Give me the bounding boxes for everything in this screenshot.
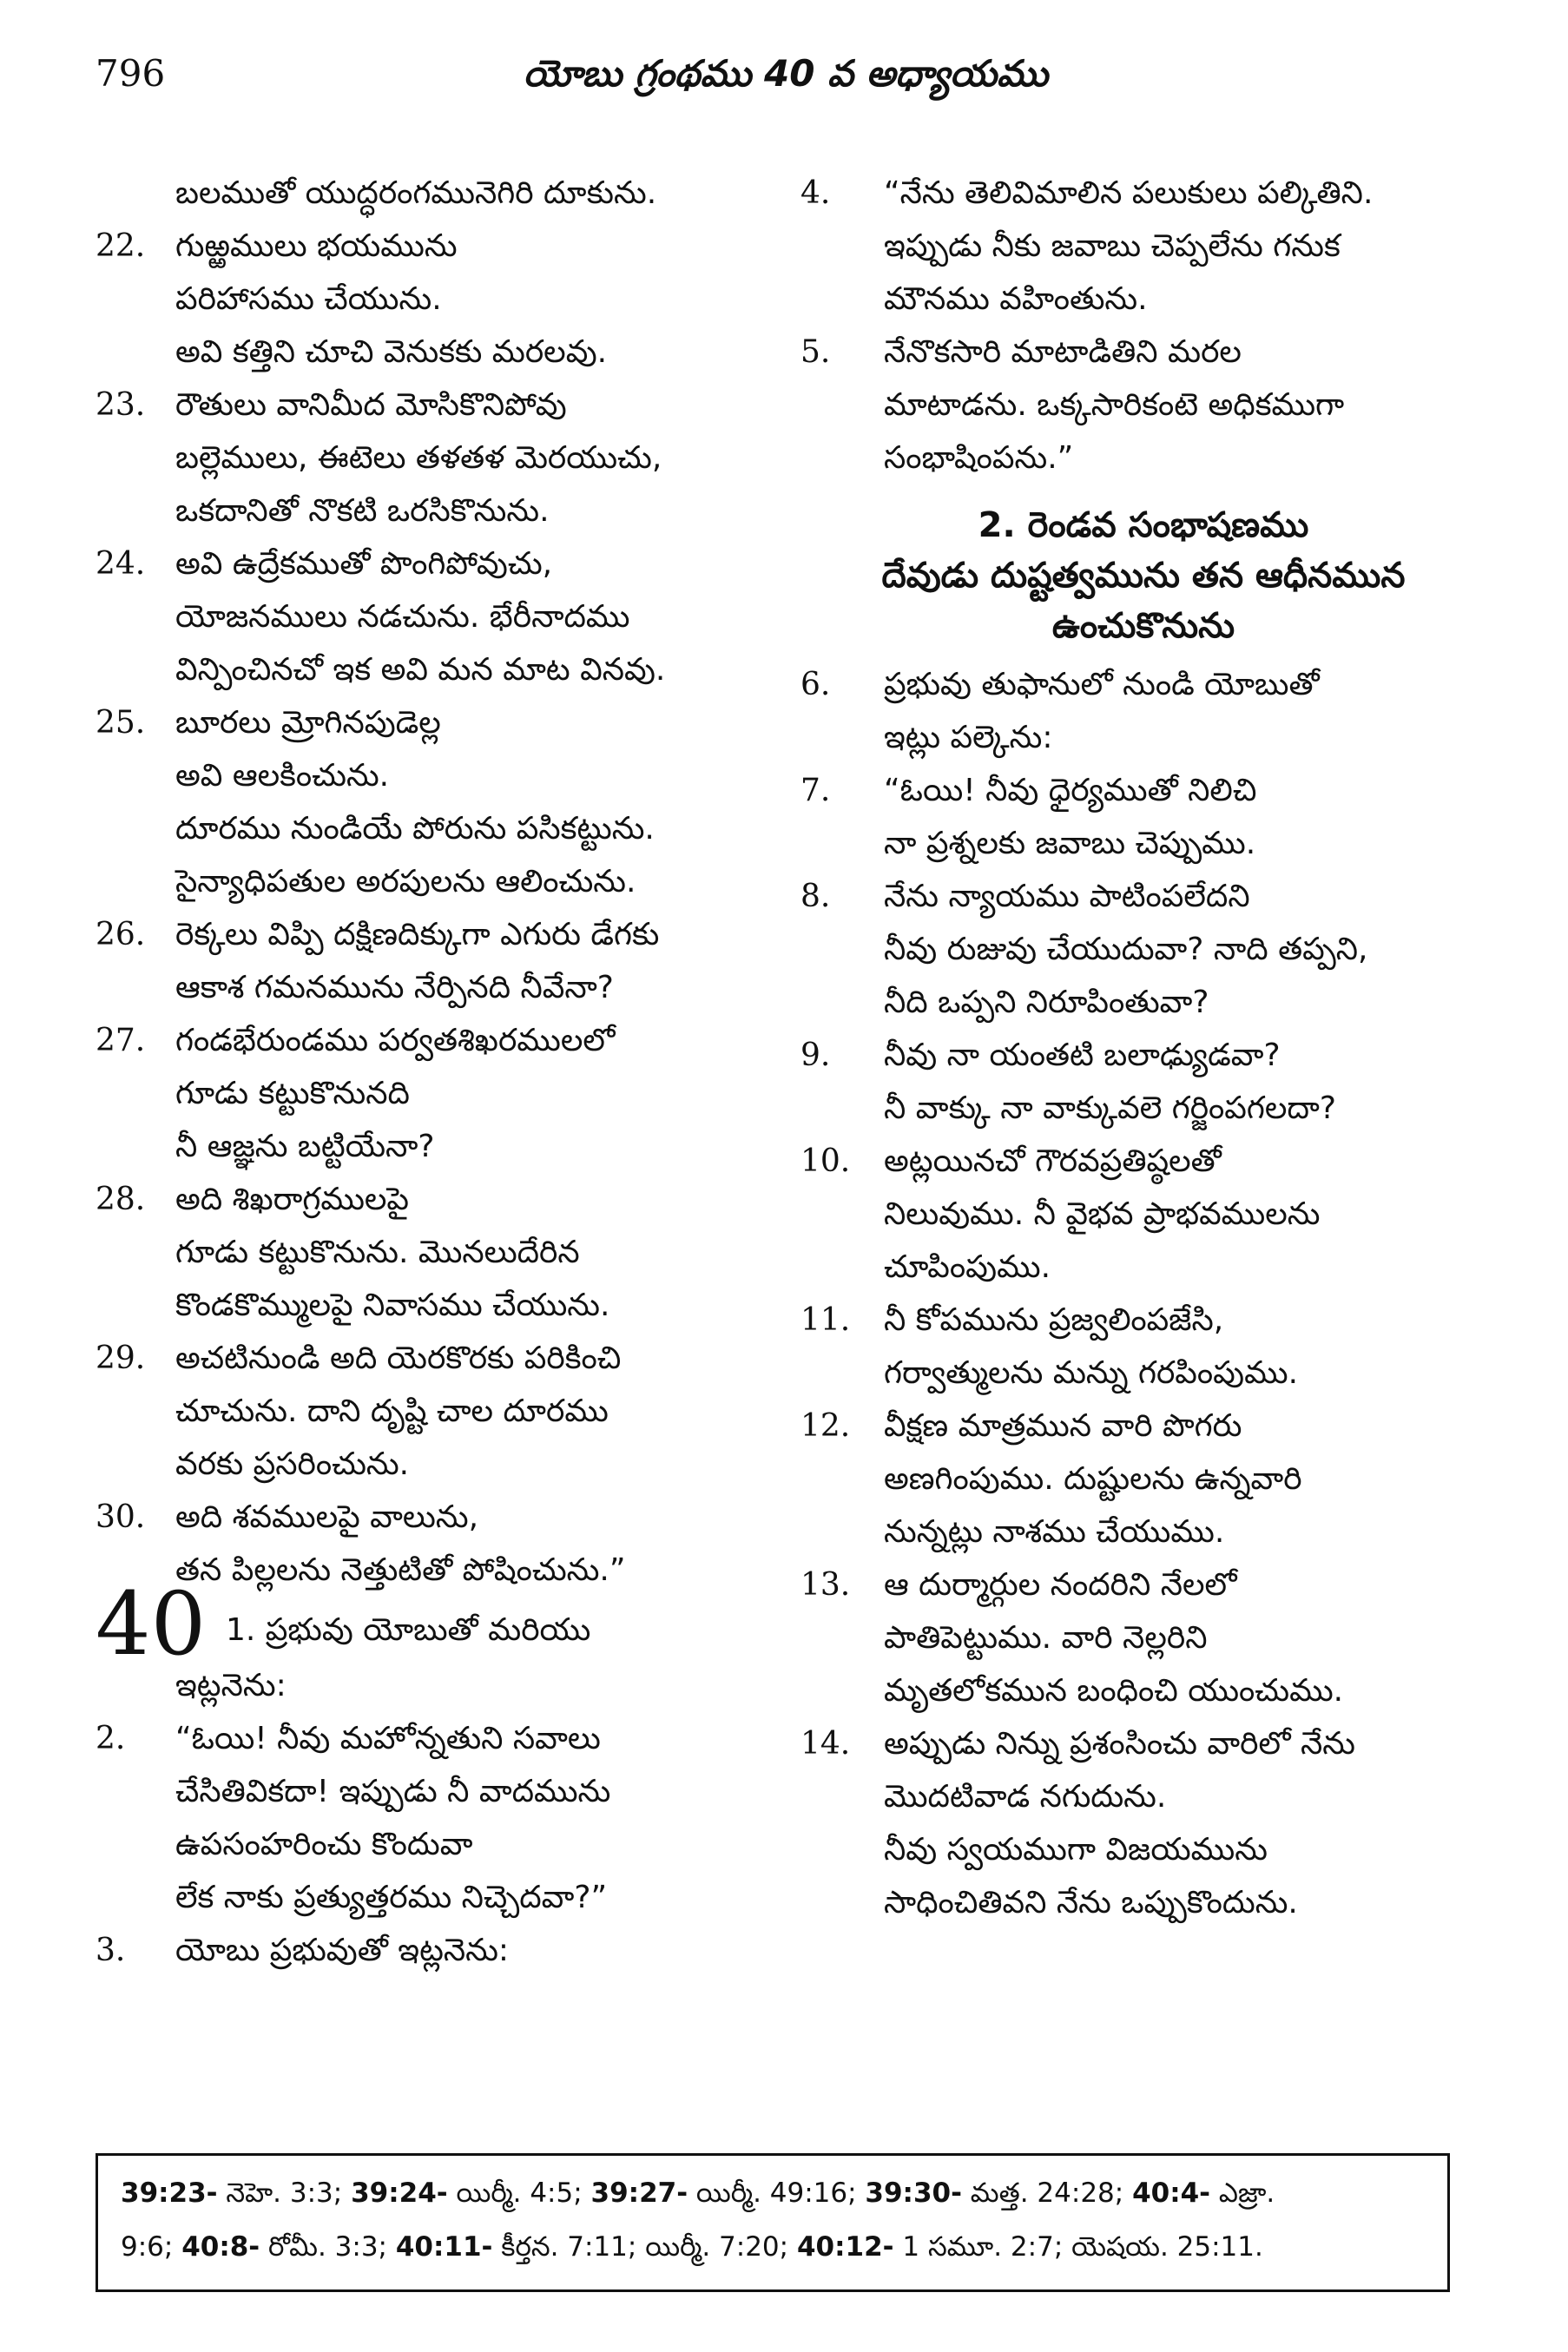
verse-text: “ఓయి! నీవు మహోన్నతుని సవాలు (175, 1721, 601, 1756)
verse-line (96, 696, 755, 749)
verse-line (96, 1438, 755, 1491)
verse-text: నా ప్రశ్నలకు జవాబు చెప్పుము. (884, 826, 1256, 861)
verse-text: గూడు కట్టుకొనునది (175, 1076, 410, 1111)
verse-line (96, 1871, 755, 1924)
verse-line (96, 167, 755, 220)
verse-line (96, 1659, 755, 1712)
right-column (800, 167, 1486, 1929)
verse-number: 25. (96, 705, 146, 741)
verse-number: 13. (800, 1567, 851, 1603)
verse-text: ఇట్లనెను: (175, 1668, 287, 1703)
verse-text: నున్నట్లు నాశము చేయుము. (884, 1514, 1225, 1550)
verse-text: నీవు స్వయముగా విజయమును (884, 1832, 1268, 1868)
verse-line (800, 870, 1486, 923)
reference-text: రోమీ. 3:3; (260, 2231, 396, 2263)
verse-line (800, 1876, 1486, 1929)
verse-line (800, 1717, 1486, 1770)
verse-text: “ఓయి! నీవు ధైర్యముతో నిలిచి (884, 773, 1257, 808)
verse-text: అవి కత్తిని చూచి వెనుకకు మరలవు. (175, 334, 608, 370)
verse-line (800, 1241, 1486, 1294)
verse-text: మొదటివాడ నగుదును. (884, 1779, 1167, 1815)
verse-line (800, 1294, 1486, 1347)
verse-text: బల్లెములు, ఈటెలు తళతళ మెరయుచు, (175, 440, 662, 476)
reference-text: నెహె. 3:3; (217, 2177, 352, 2209)
verse-line (800, 1135, 1486, 1188)
verse-line (96, 1924, 755, 1977)
reference-text: ఎజ్రా. (1210, 2177, 1275, 2209)
verse-line (96, 1226, 755, 1279)
verse-line (800, 432, 1486, 484)
verse-line (96, 908, 755, 961)
verse-text: వీక్షణ మాత్రమున వారి పొగరు (884, 1408, 1242, 1444)
verse-text: అణగింపుము. దుష్టులను ఉన్నవారి (884, 1461, 1302, 1497)
verse-line (96, 1332, 755, 1385)
verse-text: చూపింపుము. (884, 1249, 1051, 1285)
verse-text: ఆ దుర్మార్గుల నందరిని నేలలో (884, 1567, 1237, 1603)
verse-text: బూరలు మ్రోగినపుడెల్ల (175, 705, 441, 741)
verse-text: అవి ఉద్రేకముతో పొంగిపోవుచు, (175, 546, 553, 582)
verse-text: ఆకాశ గమనమును నేర్పినది నీవేనా? (175, 970, 614, 1005)
verse-text: గర్వాత్ములను మన్ను గరపింపుము. (884, 1355, 1299, 1391)
section-heading-line: ఉంచుకొనును (1051, 606, 1235, 646)
verse-number: 7. (800, 773, 831, 808)
verse-line (800, 817, 1486, 870)
verse-line (800, 1029, 1486, 1082)
reference-key: 40:4- (1132, 2177, 1211, 2209)
verse-text: నేను న్యాయము పాటింపలేదని (884, 879, 1250, 914)
verse-text: నీవు నా యంతటి బలాఢ్యుడవా? (884, 1038, 1281, 1073)
reference-key: 39:27- (590, 2177, 688, 2209)
reference-key: 40:8- (181, 2231, 260, 2263)
verse-line (96, 379, 755, 432)
verse-line (96, 1014, 755, 1067)
verse-line (800, 1505, 1486, 1558)
verse-text: లేక నాకు ప్రత్యుత్తరము నిచ్చెదవా?” (175, 1880, 608, 1915)
verse-line (96, 590, 755, 643)
verse-line (800, 326, 1486, 379)
verse-text: నిలువుము. నీ వైభవ ప్రాభవములను (884, 1196, 1321, 1232)
running-title: యోబు గ్రంథము 40 వ అధ్యాయము (523, 52, 1049, 95)
verse-line (96, 1818, 755, 1871)
verse-text: మృతలోకమున బంధించి యుంచుము. (884, 1673, 1344, 1709)
reference-text: యిర్మీ. 4:5; (447, 2177, 591, 2209)
verse-line (800, 273, 1486, 326)
verse-text: నేనొకసారి మాటాడితిని మరల (884, 334, 1242, 370)
verse-line (96, 1120, 755, 1173)
verse-line (800, 1823, 1486, 1876)
verse-text: కొండకొమ్ములపై నివాసము చేయును. (175, 1288, 610, 1323)
verse-line (800, 1558, 1486, 1611)
verse-line (800, 220, 1486, 273)
verse-line (800, 923, 1486, 976)
verse-text: నీవు రుజువు చేయుదువా? నాది తప్పని, (884, 932, 1368, 967)
verse-number: 10. (800, 1143, 851, 1179)
reference-text: 1 సమూ. 2:7; యెషయ. 25:11. (893, 2231, 1263, 2263)
verse-number: 4. (800, 175, 831, 211)
verse-text: దూరము నుండియే పోరును పసికట్టును. (175, 811, 655, 847)
verse-number: 26. (96, 917, 146, 952)
verse-line (96, 537, 755, 590)
verse-text: ఉపసంహరించు కొందువా (175, 1827, 473, 1862)
verse-line (800, 1188, 1486, 1241)
verse-text: తన పిల్లలను నెత్తుటితో పోషించును.” (175, 1552, 626, 1588)
verse-text: ఒకదానితో నొకటి ఒరసికొనును. (175, 493, 550, 529)
verse-text: అచటినుండి అది యెరకొరకు పరికించి (175, 1341, 622, 1376)
verse-text: చూచును. దాని దృష్టి చాల దూరము (175, 1393, 609, 1429)
verse-line (800, 976, 1486, 1029)
reference-text: యిర్మీ. 49:16; (688, 2177, 866, 2209)
verse-line (800, 711, 1486, 764)
verse-text: అది శవములపై వాలును, (175, 1499, 479, 1535)
verse-line (800, 1347, 1486, 1400)
page-number: 796 (96, 52, 166, 95)
verse-text: 1. ప్రభువు యోబుతో మరియు (226, 1612, 591, 1648)
verse-line (800, 1611, 1486, 1664)
verse-text: వరకు ప్రసరించును. (175, 1446, 410, 1482)
verse-number: 27. (96, 1023, 146, 1058)
verse-number: 11. (800, 1302, 851, 1338)
verse-text: చేసితివికదా! ఇప్పుడు నీ వాదమును (175, 1774, 611, 1809)
reference-key: 39:30- (865, 2177, 962, 2209)
reference-text: 9:6; (121, 2231, 182, 2263)
cross-reference-line (121, 2220, 1425, 2274)
verse-line (96, 855, 755, 908)
verse-line (800, 379, 1486, 432)
verse-line (800, 658, 1486, 711)
reference-key: 40:12- (796, 2231, 894, 2263)
verse-line (800, 167, 1486, 220)
verse-number: 3. (96, 1933, 126, 1968)
reference-key: 40:11- (395, 2231, 493, 2263)
verse-line (800, 764, 1486, 817)
verse-line (96, 432, 755, 484)
verse-text: గండభేరుండము పర్వతశిఖరములలో (175, 1023, 616, 1058)
reference-key: 39:23- (121, 2177, 218, 2209)
verse-number: 30. (96, 1499, 146, 1535)
verse-text: పాతిపెట్టుము. వారి నెల్లరిని (884, 1620, 1208, 1656)
cross-references-box (96, 2153, 1450, 2292)
verse-text: అట్లయినచో గౌరవప్రతిష్ఠలతో (884, 1143, 1222, 1179)
verse-text: విన్పించినచో ఇక అవి మన మాట వినవు. (175, 652, 666, 688)
verse-text: యోజనములు నడచును. భేరీనాదము (175, 599, 630, 635)
verse-text: నీ వాక్కు నా వాక్కువలె గర్జింపగలదా? (884, 1090, 1336, 1126)
section-heading-line: 2. రెండవ సంభాషణము (978, 505, 1309, 545)
verse-line (96, 961, 755, 1014)
verse-text: సాధించితివని నేను ఒప్పుకొందును. (884, 1885, 1298, 1920)
verse-text: అవి ఆలకించును. (175, 758, 390, 794)
verse-line (96, 326, 755, 379)
verse-line (96, 484, 755, 537)
verse-text: బలముతో యుద్ధరంగమునెగిరి దూకును. (175, 175, 657, 211)
left-column (96, 167, 755, 1977)
verse-line (800, 1453, 1486, 1505)
verse-line (96, 1491, 755, 1544)
verse-line (96, 1279, 755, 1332)
verse-number: 5. (800, 334, 831, 370)
verse-text: ఇట్లు పల్కెను: (884, 720, 1053, 755)
page-header (96, 48, 1476, 109)
verse-number: 2. (96, 1721, 126, 1756)
verse-line (800, 1770, 1486, 1823)
verse-line (96, 802, 755, 855)
verse-line (96, 273, 755, 326)
cross-reference-line (121, 2166, 1425, 2220)
reference-key: 39:24- (351, 2177, 448, 2209)
verse-line (96, 643, 755, 696)
verse-text: “నేను తెలివిమాలిన పలుకులు పల్కితిని. (884, 175, 1374, 211)
verse-number: 23. (96, 387, 146, 423)
verse-text: ప్రభువు తుఫానులో నుండి యోబుతో (884, 667, 1320, 702)
section-heading-line: దేవుడు దుష్టత్వమును తన ఆధీనమున (881, 556, 1406, 596)
verse-number: 29. (96, 1341, 146, 1376)
verse-text: మౌనము వహింతును. (884, 281, 1148, 317)
verse-text: గూడు కట్టుకొనును. మొనలుదేరిన (175, 1235, 580, 1270)
verse-text: నీ కోపమును ప్రజ్వలింపజేసి, (884, 1302, 1224, 1338)
chapter-start (96, 1573, 755, 1675)
verse-line (96, 749, 755, 802)
verse-text: గుఱ్ఱములు భయమును (175, 228, 458, 264)
verse-line (96, 1173, 755, 1226)
verse-line (800, 1082, 1486, 1135)
verse-number: 9. (800, 1038, 831, 1073)
verse-number: 8. (800, 879, 831, 914)
verse-line (800, 1664, 1486, 1717)
verse-text: పరిహాసము చేయును. (175, 281, 442, 317)
verse-text: యోబు ప్రభువుతో ఇట్లనెను: (175, 1933, 510, 1968)
verse-number: 6. (800, 667, 831, 702)
verse-text: నీ ఆజ్ఞను బట్టియేనా? (175, 1129, 435, 1164)
reference-text: మత్త. 24:28; (961, 2177, 1133, 2209)
verse-line (800, 1400, 1486, 1453)
verse-line (96, 1385, 755, 1438)
reference-text: కీర్తన. 7:11; యిర్మీ. 7:20; (492, 2231, 797, 2263)
verse-line (96, 220, 755, 273)
verse-text: సంభాషింపను.” (884, 440, 1074, 476)
verse-line (96, 1067, 755, 1120)
verse-text: అది శిఖరాగ్రములపై (175, 1182, 410, 1217)
verse-number: 28. (96, 1182, 146, 1217)
verse-text: రెక్కలు విప్పి దక్షిణదిక్కుగా ఎగురు డేగకు (175, 917, 660, 952)
verse-number: 22. (96, 228, 146, 264)
verse-line (96, 1765, 755, 1818)
verse-number: 14. (800, 1726, 851, 1762)
verse-text: ఇప్పుడు నీకు జవాబు చెప్పలేను గనుక (884, 228, 1341, 264)
verse-text: సైన్యాధిపతుల అరపులను ఆలించును. (175, 864, 636, 899)
verse-number: 12. (800, 1408, 851, 1444)
verse-line (96, 1712, 755, 1765)
verse-text: రౌతులు వానిమీద మోసికొనిపోవు (175, 387, 567, 423)
verse-number: 24. (96, 546, 146, 582)
chapter-number: 40 (96, 1573, 207, 1675)
verse-text: మాటాడను. ఒక్కసారికంటె అధికముగా (884, 387, 1345, 423)
verse-text: నీది ఒప్పని నిరూపింతువా? (884, 985, 1209, 1020)
section-heading (800, 500, 1486, 651)
verse-text: అప్పుడు నిన్ను ప్రశంసించు వారిలో నేను (884, 1726, 1355, 1762)
